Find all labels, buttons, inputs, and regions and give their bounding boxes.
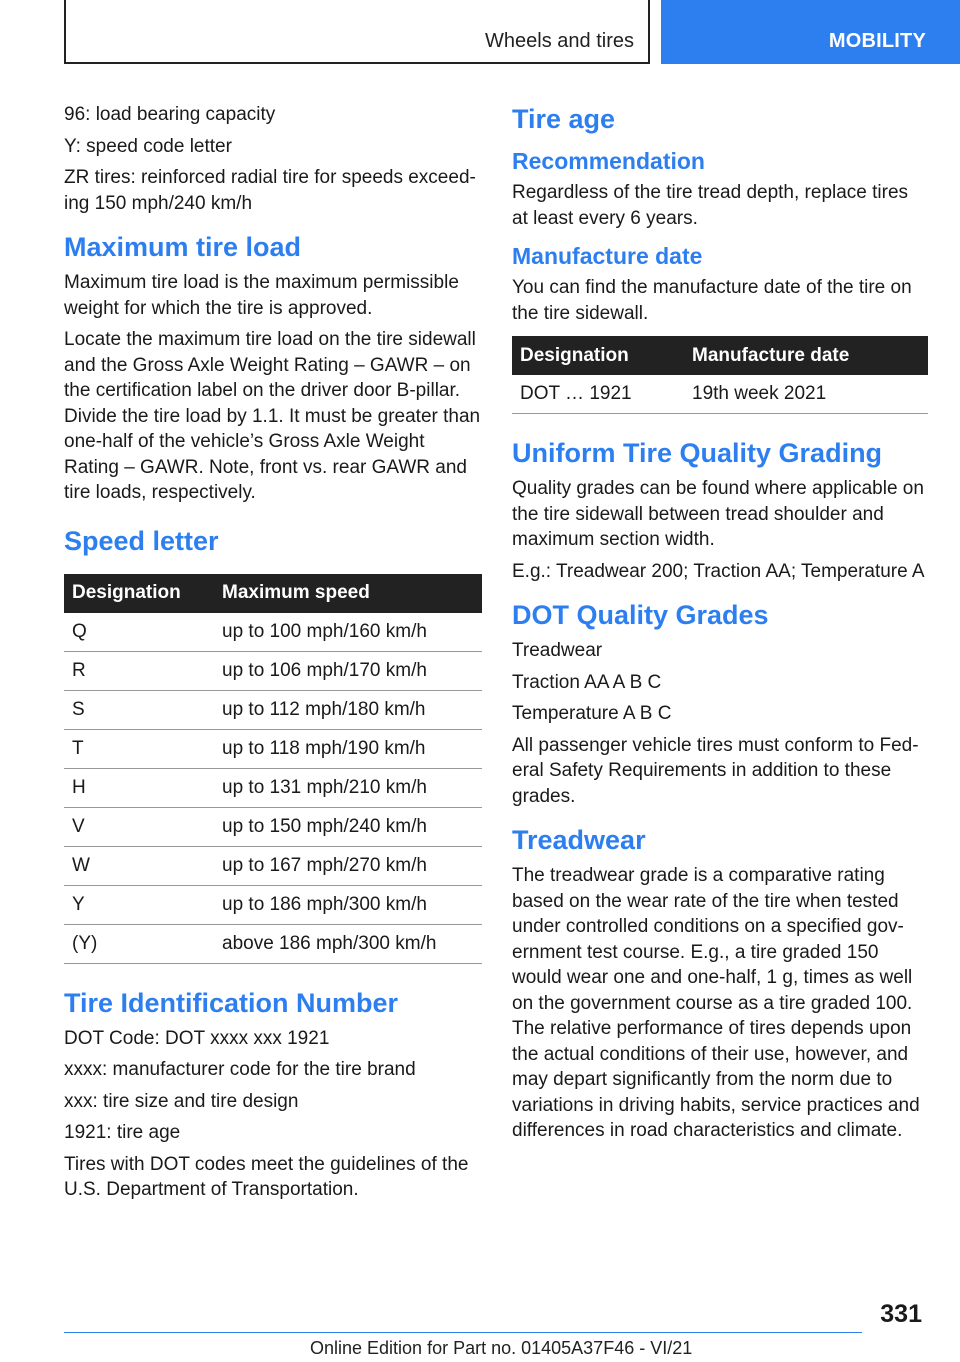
tin-heading: Tire Identification Number: [64, 987, 399, 1018]
dot-grades-line: All passenger vehicle tires must conform to Fed-eral Safety Requirements in addition to these grades.: [512, 734, 919, 807]
designation-cell: Q: [64, 613, 214, 652]
recommendation-text: Regardless of the tire tread depth, replace tires at least every 6 years.: [512, 182, 909, 229]
designation-cell: H: [64, 768, 214, 807]
dot-grades-line: Traction AA A B C: [512, 671, 662, 693]
table-header-row: [512, 336, 928, 375]
chapter-badge[interactable]: [661, 0, 960, 64]
table-row: [64, 768, 482, 807]
speed-cell: up to 106 mph/170 km/h: [214, 651, 482, 690]
column-header: Designation: [512, 336, 684, 375]
designation-cell: DOT … 1921: [512, 375, 684, 414]
header-section-box: [64, 0, 650, 64]
designation-cell: (Y): [64, 924, 214, 963]
table-row: [64, 613, 482, 652]
footer-divider: [64, 1332, 862, 1333]
manufacture-date-heading: Manufacture date: [512, 243, 703, 269]
chapter-label: MOBILITY: [828, 30, 926, 52]
table-row: [64, 651, 482, 690]
utqg-heading: Uniform Tire Quality Grading: [512, 438, 883, 468]
designation-cell: T: [64, 729, 214, 768]
utqg-text: E.g.: Treadwear 200; Traction AA; Temperature A: [512, 560, 925, 582]
date-cell: 19th week 2021: [684, 375, 928, 414]
tin-line: DOT Code: DOT xxxx xxx 1921: [64, 1027, 330, 1049]
speed-cell: above 186 mph/300 km/h: [214, 924, 482, 963]
section-title: Wheels and tires: [485, 30, 634, 52]
treadwear-heading: Treadwear: [512, 825, 646, 855]
column-header: Designation: [64, 574, 214, 613]
page-number: 331: [880, 1300, 922, 1328]
designation-cell: W: [64, 846, 214, 885]
dot-grades-line: Treadwear: [512, 640, 603, 661]
manufacture-date-text: You can find the manufacture date of the tire on the tire sidewall.: [512, 277, 912, 324]
designation-cell: S: [64, 690, 214, 729]
speed-cell: up to 186 mph/300 km/h: [214, 885, 482, 924]
treadwear-text: The treadwear grade is a comparative rating based on the wear rate of the tire when tested under controlled conditions on a specified gov-ernment test course. E.g., a tire graded 150 would wear one and one-half, 1 g, times as well on the government course as a tire graded 100. The relative performance of tires depends upon the actual conditions of their use, however, and may depart significantly from the norm due to variations in driving habits, service practices and differences in road characteristics and climate.: [512, 865, 920, 1141]
table-row: [64, 846, 482, 885]
designation-cell: Y: [64, 885, 214, 924]
dot-grades-heading: DOT Quality Grades: [512, 600, 769, 630]
table-row: [64, 807, 482, 846]
tin-line: xxx: tire size and tire design: [64, 1090, 299, 1112]
footer-edition: Online Edition for Part no. 01405A37F46 - VI/21: [310, 1338, 693, 1358]
intro-line: 96: load bearing capacity: [64, 104, 276, 125]
table-row: [64, 885, 482, 924]
column-header: Maximum speed: [214, 574, 482, 613]
utqg-text: Quality grades can be found where applicable on the tire sidewall between tread shoulder and maximum section width.: [512, 478, 924, 550]
speed-cell: up to 131 mph/210 km/h: [214, 768, 482, 807]
speed-cell: up to 118 mph/190 km/h: [214, 729, 482, 768]
speed-cell: up to 150 mph/240 km/h: [214, 807, 482, 846]
intro-line: Y: speed code letter: [64, 135, 232, 157]
max-load-text: Maximum tire load is the maximum permissible weight for which the tire is approved.: [64, 272, 459, 319]
dot-grades-line: Temperature A B C: [512, 703, 672, 724]
tin-line: 1921: tire age: [64, 1122, 181, 1143]
designation-cell: V: [64, 807, 214, 846]
table-row: [64, 690, 482, 729]
speed-cell: up to 112 mph/180 km/h: [214, 690, 482, 729]
designation-cell: R: [64, 651, 214, 690]
manufacture-date-table: [512, 336, 928, 414]
tire-age-heading: Tire age: [512, 104, 616, 134]
table-row: [64, 924, 482, 963]
speed-cell: up to 167 mph/270 km/h: [214, 846, 482, 885]
table-row: [512, 375, 928, 414]
right-column: [512, 102, 928, 1150]
left-column: [64, 102, 482, 1209]
table-header-row: [64, 574, 482, 613]
speed-letter-table: [64, 574, 482, 964]
tin-line: Tires with DOT codes meet the guidelines of the U.S. Department of Transportation.: [64, 1153, 469, 1200]
max-load-heading: Maximum tire load: [64, 232, 302, 262]
column-header: Manufacture date: [684, 336, 928, 375]
speed-letter-heading: Speed letter: [64, 525, 219, 556]
table-row: [64, 729, 482, 768]
tin-line: xxxx: manufacturer code for the tire brand: [64, 1059, 416, 1080]
recommendation-heading: Recommendation: [512, 148, 705, 174]
intro-line: ZR tires: reinforced radial tire for speeds exceed-ing 150 mph/240 km/h: [64, 167, 476, 214]
max-load-text: Locate the maximum tire load on the tire sidewall and the Gross Axle Weight Rating – GAWR – on the certification label on the driver door B-pillar. Divide the tire load by 1.1. It must be greater than one-half of the vehicle’s Gross Axle Weight Rating – GAWR. Note, front vs. rear GAWR and tire loads, respectively.: [64, 329, 481, 503]
speed-cell: up to 100 mph/160 km/h: [214, 613, 482, 652]
